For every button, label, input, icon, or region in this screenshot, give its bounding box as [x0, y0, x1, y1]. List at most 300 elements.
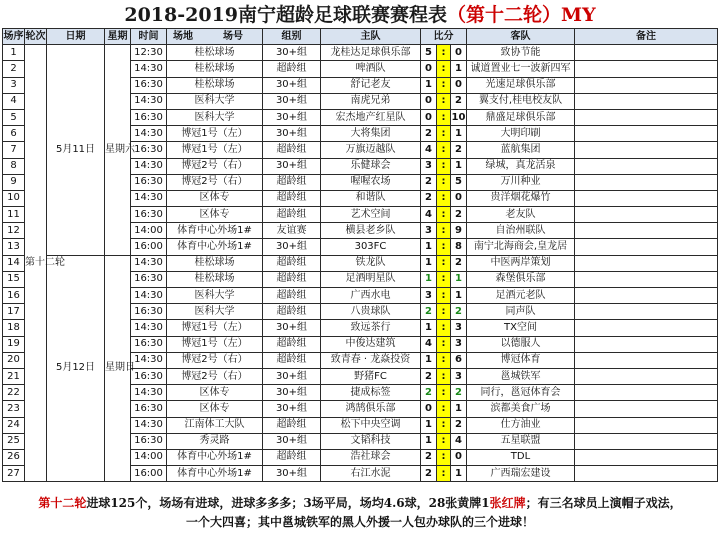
header-pitch: 场号	[223, 30, 243, 42]
title-round: （第十二轮）	[447, 4, 562, 26]
home-team: 啤酒队	[321, 61, 421, 77]
score-colon: :	[437, 142, 451, 158]
match-number: 14	[3, 255, 25, 271]
away-team: TDL	[467, 449, 575, 465]
match-number: 11	[3, 207, 25, 223]
score-colon: :	[437, 207, 451, 223]
weekday-cell: 星期六	[105, 45, 131, 255]
note-cell	[575, 271, 718, 287]
match-number: 17	[3, 304, 25, 320]
home-team: 野猪FC	[321, 368, 421, 384]
home-team: 八贵球队	[321, 304, 421, 320]
home-team: 宏杰地产红星队	[321, 109, 421, 125]
home-team: 足酒明星队	[321, 271, 421, 287]
home-team: 艺术空间	[321, 207, 421, 223]
away-score: 2	[451, 207, 467, 223]
match-number: 26	[3, 449, 25, 465]
summary-red-card: 张红牌	[489, 496, 526, 510]
group-cell: 超龄组	[263, 207, 321, 223]
away-score: 0	[451, 77, 467, 93]
match-number: 3	[3, 77, 25, 93]
header-cell: 备注	[575, 29, 718, 45]
score-colon: :	[437, 271, 451, 287]
match-number: 5	[3, 109, 25, 125]
group-cell: 30+组	[263, 466, 321, 482]
table-row	[3, 45, 718, 61]
home-team: 大将集团	[321, 126, 421, 142]
away-score: 1	[451, 126, 467, 142]
score-colon: :	[437, 77, 451, 93]
venue-cell: 博冠2号（右）	[167, 352, 263, 368]
home-score: 1	[421, 271, 437, 287]
round-cell: 第十二轮	[25, 45, 47, 482]
home-team: 捷成标签	[321, 385, 421, 401]
weekday-cell: 星期日	[105, 255, 131, 482]
header-cell: 星期	[105, 29, 131, 45]
home-team: 南虎兄弟	[321, 93, 421, 109]
home-score: 3	[421, 288, 437, 304]
venue-cell: 区体专	[167, 401, 263, 417]
home-score: 2	[421, 304, 437, 320]
away-score: 2	[451, 385, 467, 401]
header-cell: 主队	[321, 29, 421, 45]
time-cell: 16:30	[131, 433, 167, 449]
away-team: 博冠体育	[467, 352, 575, 368]
venue-cell: 博冠1号（左）	[167, 126, 263, 142]
away-score: 2	[451, 93, 467, 109]
note-cell	[575, 93, 718, 109]
match-number: 27	[3, 466, 25, 482]
header-cell: 场序	[3, 29, 25, 45]
home-score: 3	[421, 223, 437, 239]
note-cell	[575, 45, 718, 61]
away-score: 2	[451, 142, 467, 158]
summary-text-1: 进球125个，场场有进球，进球多多多；3场平局，场均4.6球，28张黄牌1	[86, 496, 490, 510]
score-colon: :	[437, 288, 451, 304]
away-team: 翼支付,桂电校友队	[467, 93, 575, 109]
away-team: 自治州联队	[467, 223, 575, 239]
match-number: 9	[3, 174, 25, 190]
match-number: 8	[3, 158, 25, 174]
match-number: 15	[3, 271, 25, 287]
home-team: 鸿鹄俱乐部	[321, 401, 421, 417]
match-number: 22	[3, 385, 25, 401]
score-colon: :	[437, 352, 451, 368]
note-cell	[575, 142, 718, 158]
round-summary	[4, 494, 716, 532]
time-cell: 14:30	[131, 158, 167, 174]
home-score: 0	[421, 401, 437, 417]
title-suffix: MY	[561, 4, 596, 26]
away-team: 光速足球俱乐部	[467, 77, 575, 93]
venue-cell: 体育中心外场1#	[167, 466, 263, 482]
home-team: 乐健球会	[321, 158, 421, 174]
venue-cell: 桂松球场	[167, 271, 263, 287]
venue-cell: 博冠2号（右）	[167, 158, 263, 174]
away-score: 1	[451, 288, 467, 304]
home-score: 3	[421, 158, 437, 174]
match-number: 1	[3, 45, 25, 61]
score-colon: :	[437, 174, 451, 190]
match-number: 10	[3, 190, 25, 206]
score-colon: :	[437, 93, 451, 109]
away-team: TX空间	[467, 320, 575, 336]
header-cell: 时间	[131, 29, 167, 45]
group-cell: 超龄组	[263, 417, 321, 433]
away-score: 1	[451, 271, 467, 287]
venue-cell: 桂松球场	[167, 61, 263, 77]
away-team: 以德服人	[467, 336, 575, 352]
away-score: 1	[451, 61, 467, 77]
group-cell: 超龄组	[263, 174, 321, 190]
group-cell: 30+组	[263, 158, 321, 174]
away-team: 贵洋烟花爆竹	[467, 190, 575, 206]
away-score: 2	[451, 304, 467, 320]
away-team: 万川种业	[467, 174, 575, 190]
away-score: 1	[451, 466, 467, 482]
score-colon: :	[437, 126, 451, 142]
venue-cell: 区体专	[167, 190, 263, 206]
away-team: 大明印刷	[467, 126, 575, 142]
group-cell: 30+组	[263, 401, 321, 417]
time-cell: 14:30	[131, 190, 167, 206]
venue-cell: 桂松球场	[167, 255, 263, 271]
venue-cell: 体育中心外场1#	[167, 449, 263, 465]
group-cell: 30+组	[263, 45, 321, 61]
away-score: 4	[451, 433, 467, 449]
home-team: 文韬科技	[321, 433, 421, 449]
note-cell	[575, 190, 718, 206]
home-score: 1	[421, 352, 437, 368]
note-cell	[575, 336, 718, 352]
score-colon: :	[437, 385, 451, 401]
home-score: 2	[421, 126, 437, 142]
time-cell: 14:30	[131, 61, 167, 77]
away-score: 0	[451, 449, 467, 465]
match-number: 6	[3, 126, 25, 142]
away-score: 3	[451, 320, 467, 336]
away-team: 森堡俱乐部	[467, 271, 575, 287]
page-title	[0, 0, 720, 30]
home-score: 2	[421, 174, 437, 190]
away-score: 3	[451, 336, 467, 352]
group-cell: 30+组	[263, 109, 321, 125]
away-team: 仕方油业	[467, 417, 575, 433]
group-cell: 超龄组	[263, 61, 321, 77]
note-cell	[575, 352, 718, 368]
away-score: 5	[451, 174, 467, 190]
note-cell	[575, 255, 718, 271]
home-score: 2	[421, 385, 437, 401]
venue-cell: 医科大学	[167, 288, 263, 304]
header-cell: 组别	[263, 29, 321, 45]
away-team: 中医两岸策划	[467, 255, 575, 271]
score-colon: :	[437, 255, 451, 271]
home-score: 1	[421, 77, 437, 93]
score-colon: :	[437, 401, 451, 417]
away-score: 2	[451, 255, 467, 271]
group-cell: 超龄组	[263, 336, 321, 352]
note-cell	[575, 320, 718, 336]
group-cell: 30+组	[263, 126, 321, 142]
summary-text-2: ；有三名球员上演帽子戏法，	[525, 496, 682, 510]
title-main: 2018-2019南宁超龄足球联赛赛程表	[124, 4, 448, 26]
time-cell: 16:30	[131, 401, 167, 417]
note-cell	[575, 239, 718, 255]
group-cell: 30+组	[263, 239, 321, 255]
score-colon: :	[437, 433, 451, 449]
score-colon: :	[437, 449, 451, 465]
venue-cell: 桂松球场	[167, 45, 263, 61]
note-cell	[575, 223, 718, 239]
score-colon: :	[437, 417, 451, 433]
home-team: 中俊达建筑	[321, 336, 421, 352]
note-cell	[575, 158, 718, 174]
schedule-table	[2, 28, 718, 482]
home-score: 1	[421, 255, 437, 271]
away-team: 致协节能	[467, 45, 575, 61]
match-number: 4	[3, 93, 25, 109]
match-number: 16	[3, 288, 25, 304]
time-cell: 16:30	[131, 142, 167, 158]
away-score: 9	[451, 223, 467, 239]
venue-cell: 博冠1号（左）	[167, 336, 263, 352]
group-cell: 超龄组	[263, 352, 321, 368]
time-cell: 16:30	[131, 336, 167, 352]
away-team: 五星联盟	[467, 433, 575, 449]
match-number: 23	[3, 401, 25, 417]
note-cell	[575, 417, 718, 433]
home-score: 1	[421, 433, 437, 449]
header-row	[3, 29, 718, 45]
home-score: 2	[421, 466, 437, 482]
venue-cell: 博冠2号（右）	[167, 368, 263, 384]
home-team: 致青春 · 龙焱投资	[321, 352, 421, 368]
time-cell: 16:30	[131, 368, 167, 384]
venue-cell: 医科大学	[167, 304, 263, 320]
venue-cell: 区体专	[167, 207, 263, 223]
away-team: 蓝航集团	[467, 142, 575, 158]
group-cell: 30+组	[263, 368, 321, 384]
time-cell: 16:00	[131, 466, 167, 482]
away-score: 10	[451, 109, 467, 125]
time-cell: 14:30	[131, 126, 167, 142]
venue-cell: 体育中心外场1#	[167, 239, 263, 255]
away-team: 鼎盛足球俱乐部	[467, 109, 575, 125]
away-team: 广西瑞宏建设	[467, 466, 575, 482]
header-cell: 轮次	[25, 29, 47, 45]
note-cell	[575, 401, 718, 417]
note-cell	[575, 385, 718, 401]
score-colon: :	[437, 45, 451, 61]
header-cell: 日期	[47, 29, 105, 45]
header-cell: 比分	[421, 29, 467, 45]
home-team: 喔喔农场	[321, 174, 421, 190]
match-number: 13	[3, 239, 25, 255]
home-team: 万旗迈越队	[321, 142, 421, 158]
venue-cell: 区体专	[167, 385, 263, 401]
home-team: 浩社球会	[321, 449, 421, 465]
time-cell: 14:30	[131, 385, 167, 401]
home-score: 0	[421, 109, 437, 125]
time-cell: 14:30	[131, 417, 167, 433]
group-cell: 超龄组	[263, 142, 321, 158]
away-score: 1	[451, 401, 467, 417]
time-cell: 12:30	[131, 45, 167, 61]
summary-line-2: 一个大四喜；其中邕城铁军的黑人外援一人包办球队的三个进球！	[185, 515, 534, 529]
match-number: 12	[3, 223, 25, 239]
match-number: 24	[3, 417, 25, 433]
away-team: 南宁北海商会,皇龙居	[467, 239, 575, 255]
away-score: 6	[451, 352, 467, 368]
group-cell: 友谊赛	[263, 223, 321, 239]
home-team: 303FC	[321, 239, 421, 255]
note-cell	[575, 449, 718, 465]
header-cell	[167, 29, 263, 45]
note-cell	[575, 207, 718, 223]
home-team: 铁龙队	[321, 255, 421, 271]
score-colon: :	[437, 158, 451, 174]
time-cell: 14:00	[131, 449, 167, 465]
venue-cell: 桂松球场	[167, 77, 263, 93]
time-cell: 16:30	[131, 304, 167, 320]
note-cell	[575, 77, 718, 93]
summary-round: 第十二轮	[38, 496, 87, 510]
time-cell: 14:30	[131, 93, 167, 109]
score-colon: :	[437, 239, 451, 255]
home-score: 5	[421, 45, 437, 61]
note-cell	[575, 368, 718, 384]
match-number: 20	[3, 352, 25, 368]
away-score: 1	[451, 158, 467, 174]
away-score: 8	[451, 239, 467, 255]
away-team: 滨都美食广场	[467, 401, 575, 417]
note-cell	[575, 466, 718, 482]
venue-cell: 博冠1号（左）	[167, 142, 263, 158]
score-colon: :	[437, 336, 451, 352]
home-score: 1	[421, 417, 437, 433]
home-team: 舒记老友	[321, 77, 421, 93]
away-team: 足酒元老队	[467, 288, 575, 304]
home-team: 致远茶行	[321, 320, 421, 336]
date-cell: 5月12日	[47, 255, 105, 482]
group-cell: 30+组	[263, 385, 321, 401]
group-cell: 超龄组	[263, 255, 321, 271]
home-score: 2	[421, 190, 437, 206]
time-cell: 14:30	[131, 255, 167, 271]
match-number: 21	[3, 368, 25, 384]
away-team: 绿城，真龙活泉	[467, 158, 575, 174]
venue-cell: 医科大学	[167, 109, 263, 125]
score-colon: :	[437, 368, 451, 384]
away-score: 2	[451, 417, 467, 433]
time-cell: 16:30	[131, 271, 167, 287]
away-score: 0	[451, 45, 467, 61]
score-colon: :	[437, 320, 451, 336]
home-team: 右江水泥	[321, 466, 421, 482]
time-cell: 16:30	[131, 77, 167, 93]
time-cell: 16:30	[131, 207, 167, 223]
venue-cell: 博冠2号（右）	[167, 174, 263, 190]
home-team: 广西水电	[321, 288, 421, 304]
home-score: 0	[421, 93, 437, 109]
header-cell: 客队	[467, 29, 575, 45]
venue-cell: 博冠1号（左）	[167, 320, 263, 336]
home-score: 4	[421, 142, 437, 158]
match-number: 18	[3, 320, 25, 336]
home-team: 和谐队	[321, 190, 421, 206]
venue-cell: 体育中心外场1#	[167, 223, 263, 239]
note-cell	[575, 304, 718, 320]
group-cell: 超龄组	[263, 190, 321, 206]
score-colon: :	[437, 466, 451, 482]
time-cell: 16:30	[131, 174, 167, 190]
home-score: 2	[421, 449, 437, 465]
time-cell: 14:30	[131, 288, 167, 304]
group-cell: 30+组	[263, 320, 321, 336]
time-cell: 16:30	[131, 109, 167, 125]
away-team: 诚道置业七一波新四军	[467, 61, 575, 77]
time-cell: 14:00	[131, 223, 167, 239]
score-colon: :	[437, 190, 451, 206]
home-score: 4	[421, 336, 437, 352]
match-number: 25	[3, 433, 25, 449]
group-cell: 超龄组	[263, 449, 321, 465]
group-cell: 30+组	[263, 77, 321, 93]
table-row	[3, 255, 718, 271]
away-team: 邕城铁军	[467, 368, 575, 384]
away-team: 同行，邕冠体育会	[467, 385, 575, 401]
venue-cell: 江南体工大队	[167, 417, 263, 433]
match-number: 2	[3, 61, 25, 77]
score-colon: :	[437, 223, 451, 239]
home-score: 1	[421, 320, 437, 336]
home-team: 松下中央空调	[321, 417, 421, 433]
time-cell: 14:30	[131, 320, 167, 336]
note-cell	[575, 288, 718, 304]
away-score: 0	[451, 190, 467, 206]
header-venue: 场地	[173, 30, 193, 42]
venue-cell: 秀灵路	[167, 433, 263, 449]
note-cell	[575, 174, 718, 190]
note-cell	[575, 109, 718, 125]
time-cell: 14:30	[131, 352, 167, 368]
group-cell: 超龄组	[263, 288, 321, 304]
note-cell	[575, 433, 718, 449]
note-cell	[575, 61, 718, 77]
time-cell: 16:00	[131, 239, 167, 255]
home-team: 龙桂达足球俱乐部	[321, 45, 421, 61]
group-cell: 30+组	[263, 433, 321, 449]
home-score: 1	[421, 239, 437, 255]
score-colon: :	[437, 61, 451, 77]
away-score: 3	[451, 368, 467, 384]
note-cell	[575, 126, 718, 142]
home-score: 2	[421, 368, 437, 384]
home-team: 横县老乡队	[321, 223, 421, 239]
score-colon: :	[437, 109, 451, 125]
home-score: 0	[421, 61, 437, 77]
venue-cell: 医科大学	[167, 93, 263, 109]
group-cell: 超龄组	[263, 271, 321, 287]
schedule-body	[3, 45, 718, 482]
match-number: 19	[3, 336, 25, 352]
away-team: 同声队	[467, 304, 575, 320]
home-score: 4	[421, 207, 437, 223]
score-colon: :	[437, 304, 451, 320]
group-cell: 30+组	[263, 93, 321, 109]
away-team: 老友队	[467, 207, 575, 223]
